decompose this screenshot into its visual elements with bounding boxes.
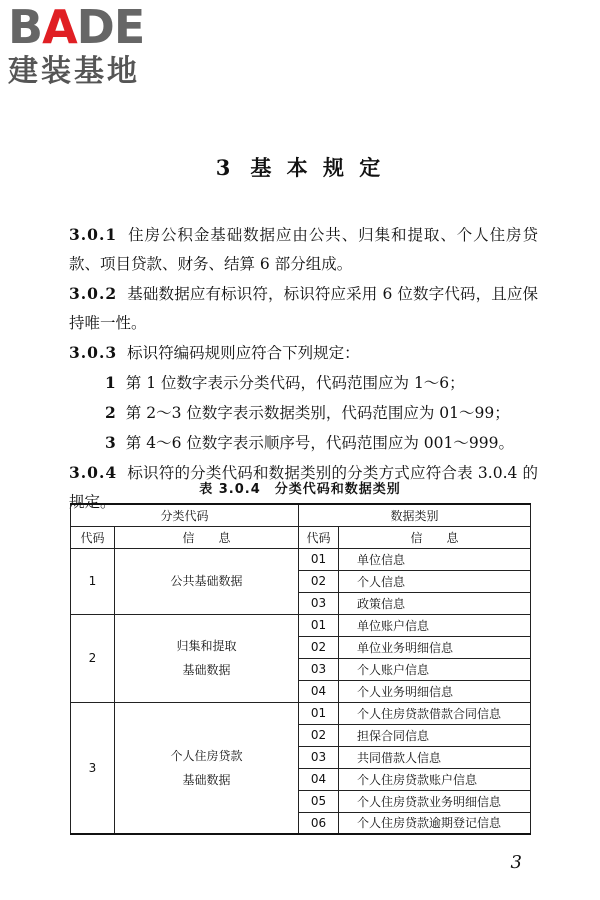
chapter-number: 3 bbox=[215, 155, 235, 180]
category-code: 04 bbox=[299, 680, 339, 702]
table-row bbox=[71, 614, 531, 636]
category-code: 05 bbox=[299, 790, 339, 812]
category-info: 个人信息 bbox=[339, 570, 531, 592]
table-row bbox=[71, 702, 531, 724]
col-header-info: 信 息 bbox=[115, 526, 299, 548]
clause-3-0-1: 3.0.1 住房公积金基础数据应由公共、归集和提取、个人住房贷款、项目贷款、财务、结算 6 部分组成。 bbox=[69, 225, 538, 273]
category-code: 03 bbox=[299, 592, 339, 614]
category-info: 政策信息 bbox=[339, 592, 531, 614]
classification-info-line: 基础数据 bbox=[182, 663, 231, 677]
chapter-title bbox=[0, 152, 600, 182]
category-code: 02 bbox=[299, 724, 339, 746]
list-item: 3 第 4～6 位数字表示顺序号，代码范围应为 001～999。 bbox=[105, 433, 514, 452]
classification-code: 3 bbox=[71, 702, 115, 834]
category-code: 01 bbox=[299, 702, 339, 724]
classification-info-line: 归集和提取 bbox=[176, 639, 237, 653]
category-code: 01 bbox=[299, 548, 339, 570]
page-number: 3 bbox=[510, 852, 522, 873]
category-info: 单位信息 bbox=[339, 548, 531, 570]
category-info: 单位账户信息 bbox=[339, 614, 531, 636]
clause-3-0-2: 3.0.2 基础数据应有标识符，标识符应采用 6 位数字代码，且应保持唯一性。 bbox=[69, 284, 538, 332]
classification-info-line: 个人住房贷款 bbox=[170, 748, 243, 763]
category-info: 单位业务明细信息 bbox=[339, 636, 531, 658]
table-caption: 表 3.0.4 分类代码和数据类别 bbox=[199, 482, 401, 497]
col-header-code: 代码 bbox=[299, 526, 339, 548]
category-info: 个人业务明细信息 bbox=[339, 680, 531, 702]
category-info: 担保合同信息 bbox=[339, 724, 531, 746]
logo-wordmark: BADE bbox=[8, 0, 145, 54]
category-code: 03 bbox=[299, 746, 339, 768]
classification-info bbox=[115, 614, 299, 702]
category-info: 个人住房贷款逾期登记信息 bbox=[339, 812, 531, 834]
table-body bbox=[71, 548, 531, 834]
col-header-code: 代码 bbox=[71, 526, 115, 548]
category-info: 个人住房贷款借款合同信息 bbox=[339, 702, 531, 724]
classification-info-line: 公共基础数据 bbox=[170, 574, 243, 588]
classification-code: 2 bbox=[71, 614, 115, 702]
list-item: 2 第 2～3 位数字表示数据类别，代码范围应为 01～99； bbox=[105, 403, 510, 422]
classification-table bbox=[70, 503, 531, 835]
category-code: 02 bbox=[299, 636, 339, 658]
group-header-classification: 分类代码 bbox=[71, 504, 299, 526]
logo-chinese-name: 建装基地 bbox=[8, 54, 140, 89]
list-item: 1 第 1 位数字表示分类代码，代码范围应为 1～6； bbox=[105, 373, 465, 392]
clause-3-0-4: 3.0.4 标识符的分类代码和数据类别的分类方式应符合表 3.0.4 的规定。 bbox=[69, 463, 538, 511]
category-info: 共同借款人信息 bbox=[339, 746, 531, 768]
col-header-info: 信 息 bbox=[339, 526, 531, 548]
category-code: 01 bbox=[299, 614, 339, 636]
clause-3-0-3: 3.0.3 标识符编码规则应符合下列规定： bbox=[69, 343, 360, 362]
category-info: 个人住房贷款账户信息 bbox=[339, 768, 531, 790]
classification-code: 1 bbox=[71, 548, 115, 614]
category-code: 04 bbox=[299, 768, 339, 790]
classification-info bbox=[115, 702, 299, 834]
classification-info bbox=[115, 548, 299, 614]
bade-logo bbox=[8, 2, 183, 90]
group-header-data-category: 数据类别 bbox=[299, 504, 531, 526]
category-code: 03 bbox=[299, 658, 339, 680]
body-text bbox=[69, 220, 538, 517]
category-code: 06 bbox=[299, 812, 339, 834]
category-code: 02 bbox=[299, 570, 339, 592]
category-info: 个人住房贷款业务明细信息 bbox=[339, 790, 531, 812]
table-row bbox=[71, 548, 531, 570]
category-info: 个人账户信息 bbox=[339, 658, 531, 680]
chapter-heading: 基 本 规 定 bbox=[250, 155, 385, 180]
classification-info-line: 基础数据 bbox=[182, 772, 231, 787]
